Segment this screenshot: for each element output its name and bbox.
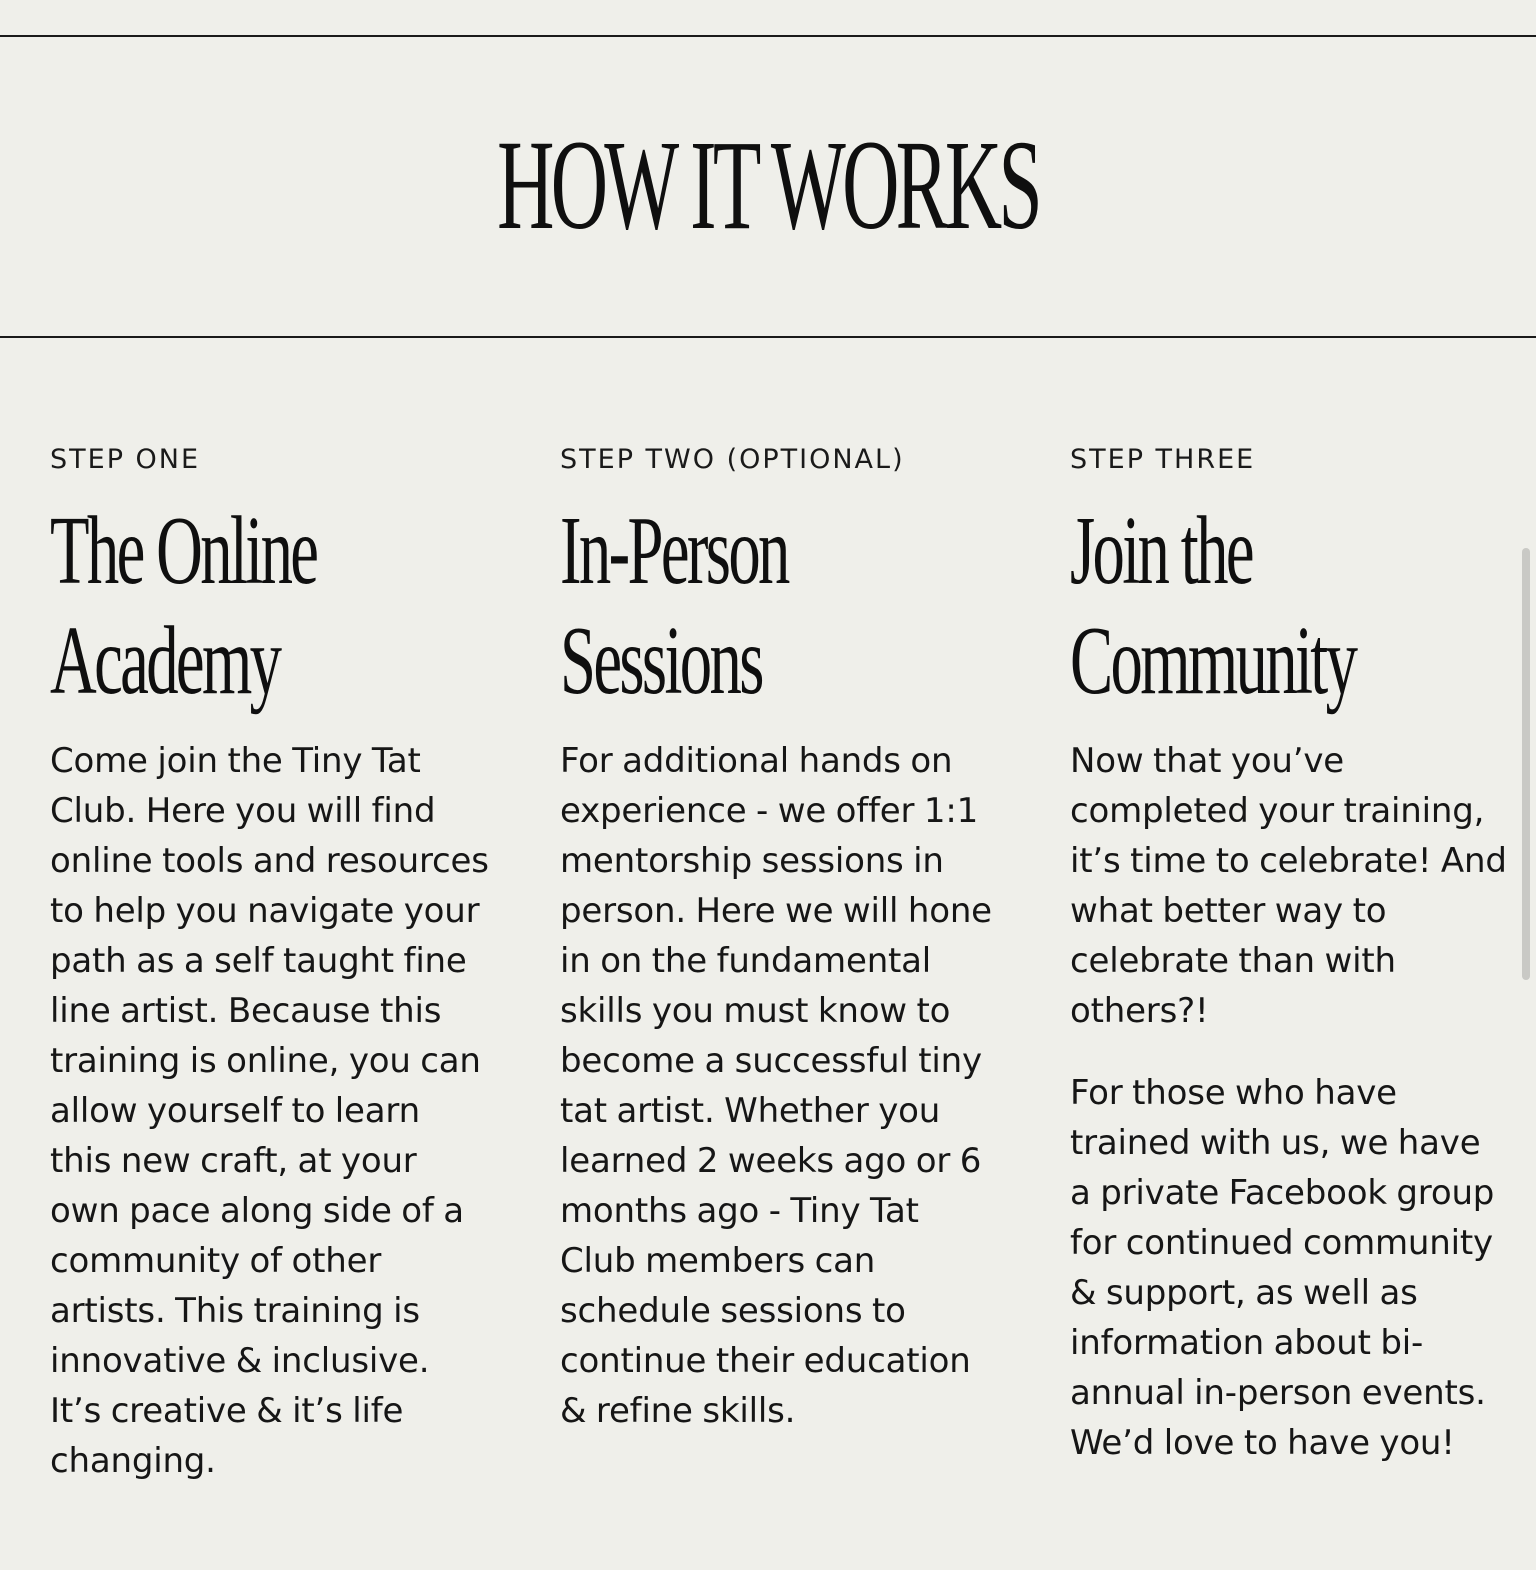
vertical-scrollbar[interactable] [1522, 548, 1530, 980]
step-two-label: STEP TWO (OPTIONAL) [560, 444, 905, 475]
step-two-body: For additional hands on experience - we offer 1:1 mentorship sessions in person. Here we will hone in on the fundamental skills you must know to become a successful tiny tat artist. Whether you learned 2 weeks ago or 6 months ago - Tiny Tat Club members can schedule sessions to continue their education & refine skills. [560, 741, 992, 1431]
section-title: HOW IT WORKS [497, 114, 1039, 256]
step-two-heading-line2: Sessions [560, 607, 762, 715]
step-one-body: Come join the Tiny Tat Club. Here you will find online tools and resources to help you navigate your path as a self taught fine line artist. Because this training is online, you can allow yourself to learn this new craft, at your own pace along side of a community of other artists. This training is innovative & inclusive. It’s creative & it’s life changing. [50, 741, 489, 1481]
step-two-heading-line1: In-Person [560, 497, 788, 605]
top-divider [0, 35, 1536, 37]
step-three-label: STEP THREE [1070, 444, 1256, 475]
step-one-label: STEP ONE [50, 444, 201, 475]
step-two-heading [560, 496, 930, 716]
step-three-body-2: For those who have trained with us, we have a private Facebook group for continued community & support, as well as information about bi-annual in-person events. We’d love to have you! [1070, 1073, 1495, 1463]
step-three-heading [1070, 496, 1440, 716]
step-three-heading-line1: Join the [1070, 497, 1252, 605]
step-three-body-1: Now that you’ve completed your training, it’s time to celebrate! And what better way to celebrate than with others?! [1070, 741, 1507, 1031]
step-one-heading-line2: Academy [50, 607, 280, 715]
step-two-column [560, 440, 1000, 1436]
step-one-heading [50, 496, 420, 716]
step-one-column [50, 440, 490, 1486]
step-three-heading-line2: Community [1070, 607, 1356, 715]
bottom-divider [0, 336, 1536, 338]
step-three-column [1070, 440, 1510, 1468]
step-one-heading-line1: The Online [50, 497, 317, 605]
